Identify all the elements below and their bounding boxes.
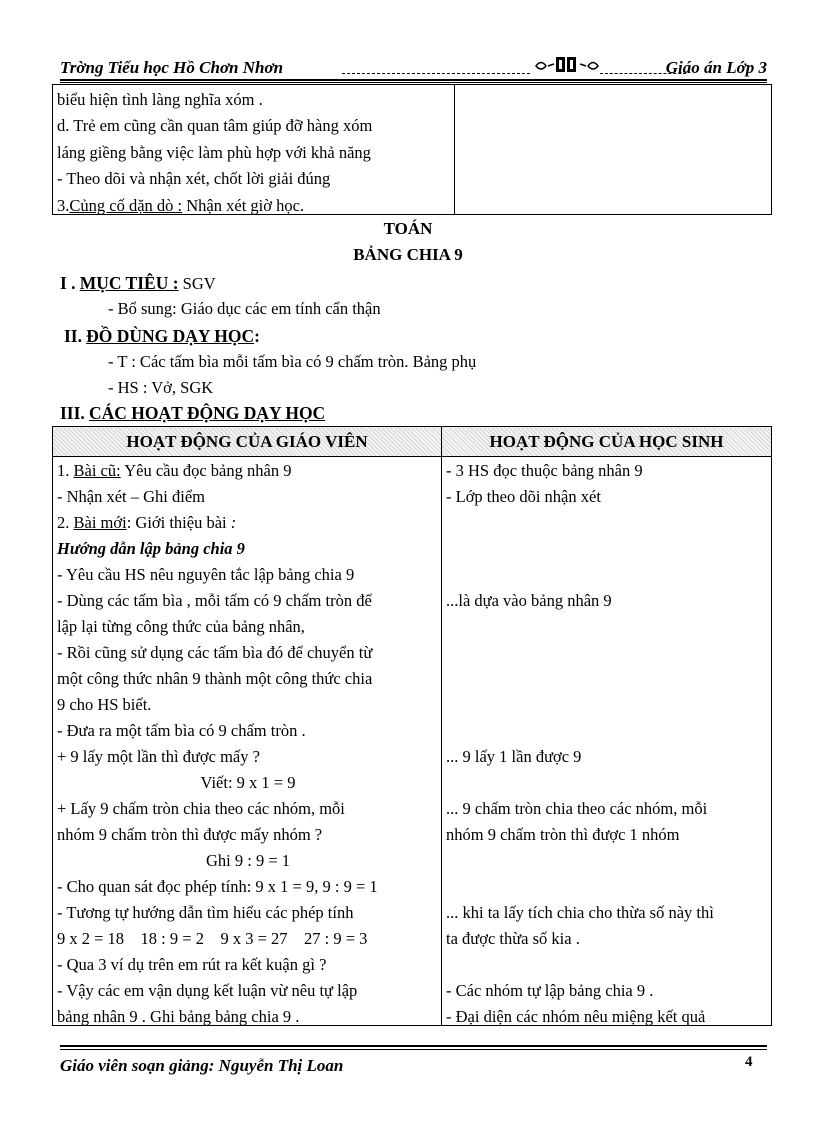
consolidation-label: Củng cố dặn dò : — [69, 195, 183, 215]
section-objectives — [60, 273, 216, 294]
teacher-text: Yêu cầu đọc bảng nhân 9 — [120, 461, 292, 480]
author-line: Giáo viên soạn giảng: Nguyễn Thị Loan — [60, 1056, 344, 1075]
teacher-line: - Đưa ra một tấm bìa có 9 chấm tròn . — [57, 721, 306, 740]
section-title: MỤC TIÊU : — [79, 273, 179, 293]
student-line: - Đại diện các nhóm nêu miệng kết quả — [446, 1007, 706, 1026]
teacher-line: + 9 lấy một lần thì được mấy ? — [57, 747, 260, 766]
section-colon: : — [254, 326, 260, 346]
column-divider — [441, 427, 442, 1025]
spacer — [446, 692, 770, 718]
teacher-line — [57, 510, 439, 536]
teacher-line: - Cho quan sát đọc phép tính: 9 x 1 = 9, 9 : 9 = 1 — [57, 877, 378, 896]
text-line: láng giềng bằng việc làm phù hợp với khả năng — [57, 142, 371, 162]
new-lesson-label: Bài mới — [73, 513, 127, 532]
teacher-line: - Vậy các em vận dụng kết luận vừ nêu tự lập — [57, 981, 358, 1000]
page-header — [60, 50, 767, 80]
teacher-line: - Qua 3 ví dụ trên em rút ra kết kuận gì ? — [57, 955, 327, 974]
spacer — [446, 874, 770, 900]
spacer — [446, 614, 770, 640]
spacer — [446, 510, 770, 536]
teacher-line: 9 cho HS biết. — [57, 695, 152, 714]
footer-rule — [60, 1045, 767, 1047]
student-column-header: HOẠT ĐỘNG CỦA HỌC SINH — [489, 432, 724, 451]
spacer — [446, 718, 770, 744]
teacher-line: - Dùng các tấm bìa , mỗi tấm có 9 chấm tròn để — [57, 591, 372, 610]
objective-item: - Bổ sung: Giáo dục các em tính cẩn thận — [108, 299, 381, 318]
header-rule-thin — [60, 82, 767, 83]
material-item: - HS : Vở, SGK — [108, 378, 214, 397]
old-lesson-label: Bài cũ: — [73, 461, 121, 480]
text-line: - Theo dõi và nhận xét, chốt lời giải đúng — [57, 169, 331, 189]
teacher-line: - Rồi cũng sử dụng các tấm bìa đó để chuyển từ — [57, 643, 373, 662]
teacher-line: - Tương tự hướng dẫn tìm hiểu các phép tính — [57, 903, 354, 922]
student-line: - Các nhóm tự lập bảng chia 9 . — [446, 981, 654, 1000]
teacher-formula: 9 x 2 = 18 18 : 9 = 2 9 x 3 = 27 27 : 9 = 3 — [57, 929, 368, 948]
header-dashed-line — [342, 73, 530, 74]
table-header-row — [53, 427, 771, 457]
section-note: SGV — [178, 274, 216, 293]
student-line: ta được thừa số kia . — [446, 929, 580, 948]
text-line: biểu hiện tình làng nghĩa xóm . — [57, 90, 263, 109]
previous-lesson-table — [52, 84, 772, 215]
teacher-line: nhóm 9 chấm tròn thì được mấy nhóm ? — [57, 825, 323, 844]
consolidation-line — [57, 193, 454, 219]
teacher-line: bảng nhân 9 . Ghi bảng bảng chia 9 . — [57, 1007, 300, 1026]
spacer — [446, 952, 770, 978]
section-number: II. — [64, 326, 82, 346]
teacher-column — [57, 458, 439, 1030]
teacher-line: một công thức nhân 9 thành một công thức chia — [57, 669, 373, 688]
teacher-line: - Yêu cầu HS nêu nguyên tắc lập bảng chia 9 — [57, 565, 355, 584]
activities-table — [52, 426, 772, 1026]
previous-teacher-column — [53, 85, 455, 214]
text-line: d. Trẻ em cũng cần quan tâm giúp đỡ hàng xóm — [57, 116, 373, 136]
footer-rule-thin — [60, 1049, 767, 1050]
consolidation-text: Nhận xét giờ học. — [182, 195, 305, 215]
section-materials — [64, 326, 260, 347]
teacher-formula: Ghi 9 : 9 = 1 — [205, 851, 290, 870]
teacher-line: - Nhận xét – Ghi điểm — [57, 487, 206, 506]
student-line: ...là dựa vào bảng nhân 9 — [446, 591, 612, 610]
section-title: ĐỒ DÙNG DẠY HỌC — [86, 326, 255, 346]
section-number: I . — [60, 273, 76, 293]
student-line: ... 9 chấm tròn chia theo các nhóm, mỗi — [446, 799, 708, 818]
book-ornament-icon — [534, 54, 600, 76]
teacher-line: + Lấy 9 chấm tròn chia theo các nhóm, mỗi — [57, 799, 345, 818]
school-name: Trờng Tiểu học Hồ Chơn Nhơn — [60, 58, 284, 77]
guide-heading: Hướng dẫn lập bảng chia 9 — [57, 539, 245, 558]
teacher-column-header: HOẠT ĐỘNG CỦA GIÁO VIÊN — [126, 432, 368, 451]
section-number: III. — [60, 403, 85, 423]
class-label: Giáo án Lớp 3 — [665, 58, 767, 77]
lesson-title: BẢNG CHIA 9 — [353, 245, 463, 264]
spacer — [446, 536, 770, 562]
student-line: - 3 HS đọc thuộc bảng nhân 9 — [446, 461, 643, 480]
student-line: - Lớp theo dõi nhận xét — [446, 487, 601, 506]
teacher-formula: Viết: 9 x 1 = 9 — [200, 773, 296, 792]
spacer — [446, 770, 770, 796]
subject-title: TOÁN — [383, 219, 433, 238]
student-column — [446, 458, 770, 1030]
teacher-line — [57, 458, 439, 484]
item-number: 2. — [57, 513, 74, 532]
item-number: 1. — [57, 461, 74, 480]
student-line: nhóm 9 chấm tròn thì được 1 nhóm — [446, 825, 680, 844]
student-line: ... 9 lấy 1 lần được 9 — [446, 747, 582, 766]
page-number: 4 — [745, 1054, 753, 1070]
teacher-text: : Giới thiệu bài — [126, 513, 231, 532]
teacher-line: lập lại từng công thức của bảng nhân, — [57, 617, 305, 636]
section-activities — [60, 403, 325, 424]
spacer — [446, 640, 770, 666]
spacer — [446, 562, 770, 588]
header-rule — [60, 79, 767, 81]
teacher-text: : — [230, 513, 237, 532]
section-title: CÁC HOẠT ĐỘNG DẠY HỌC — [88, 403, 326, 423]
student-line: ... khi ta lấy tích chia cho thừa số này thì — [446, 903, 714, 922]
material-item: - T : Các tấm bìa mỗi tấm bìa có 9 chấm tròn. Bảng phụ — [108, 352, 477, 371]
item-number: 3. — [57, 195, 70, 215]
spacer — [446, 666, 770, 692]
spacer — [446, 848, 770, 874]
